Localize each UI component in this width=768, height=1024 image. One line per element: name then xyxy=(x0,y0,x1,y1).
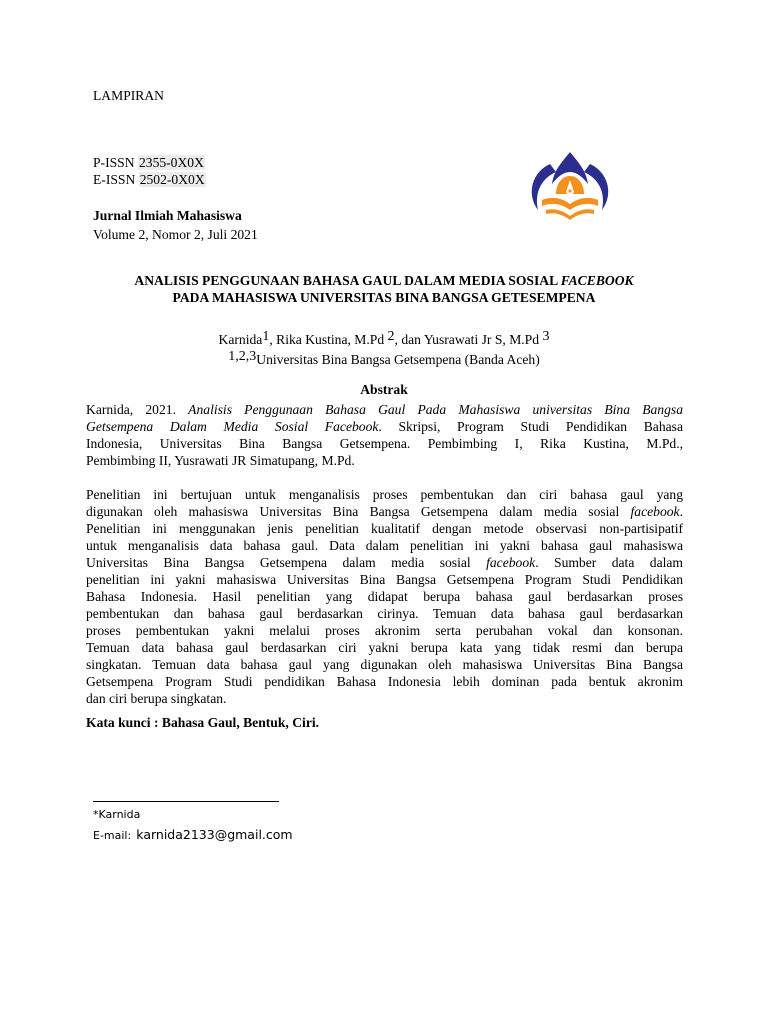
eissn-value: 2502-0X0X xyxy=(139,172,205,187)
abstract-line-4: untuk menganalisis data bahasa gaul. Data dalam penelitian ini yakni bahasa gaul mahasiswa xyxy=(86,538,683,553)
citation-line-1 xyxy=(86,401,683,418)
abstract-line-13: dan ciri berupa singkatan. xyxy=(86,691,227,706)
abstract-line-5 xyxy=(86,554,683,571)
citation-author-year: Karnida, 2021. xyxy=(86,402,189,417)
abstract-line-6: penelitian ini yakni mahasiswa Universitas Bina Bangsa Getsempena Program Studi Pendidikan xyxy=(86,572,683,587)
affiliation-line xyxy=(0,351,768,369)
footnote-email-label: E-mail: xyxy=(93,829,132,842)
abstract-l5-italic: facebook xyxy=(486,555,536,570)
abstract-line-3: Penelitian ini menggunakan jenis penelitian kualitatif dengan metode observasi non-partisipatif xyxy=(86,521,683,536)
abstract-l5-text: Universitas Bina Bangsa Getsempena dalam media sosial xyxy=(86,555,487,570)
citation-line-2 xyxy=(86,418,683,435)
eissn-label: E-ISSN xyxy=(93,172,136,187)
pissn-value: 2355-0X0X xyxy=(138,155,204,170)
paper-title-text: ANALISIS PENGGUNAAN BAHASA GAUL DALAM MEDIA SOSIAL xyxy=(134,273,561,288)
abstract-l2-end: . xyxy=(679,504,683,519)
eissn-line xyxy=(93,171,206,188)
abstract-l5-end: . Sumber data dalam xyxy=(535,555,683,570)
paper-title-line2: PADA MAHASISWA UNIVERSITAS BINA BANGSA GETESEMPENA xyxy=(172,290,596,305)
lampiran-label: LAMPIRAN xyxy=(93,88,164,103)
authors-line xyxy=(0,331,768,349)
abstract-line-8: pembentukan dan bahasa gaul berdasarkan cirinya. Temuan data bahasa gaul berdasarkan xyxy=(86,606,683,621)
citation-program: . Skripsi, Program Studi Pendidikan Bahasa xyxy=(378,419,683,434)
pissn-line xyxy=(93,154,205,171)
paper-title-italic: FACEBOOK xyxy=(560,273,634,288)
journal-name: Jurnal Ilmiah Mahasiswa xyxy=(93,208,242,223)
abstract-line-12: Getsempena Program Studi pendidikan Bahasa Indonesia lebih dominan pada bentuk akronim xyxy=(86,674,683,689)
pissn-label: P-ISSN xyxy=(93,155,135,170)
citation-line-3: Indonesia, Universitas Bina Bangsa Getsempena. Pembimbing I, Rika Kustina, M.Pd., xyxy=(86,436,683,451)
abstract-line-2 xyxy=(86,503,683,520)
affiliation: Universitas Bina Bangsa Getsempena (Banda Aceh) xyxy=(256,352,540,367)
footnote-divider xyxy=(93,801,279,802)
abstract-line-10: Temuan data bahasa gaul berdasarkan ciri yakni berupa kata yang tidak resmi dan berupa xyxy=(86,640,683,655)
paper-title-line1 xyxy=(0,272,768,289)
footnote-email: karnida2133@gmail.com xyxy=(136,827,293,842)
abstract-l2-text: digunakan oleh mahasiswa Universitas Bina Bangsa Getsempena dalam media sosial xyxy=(86,504,631,519)
footnote-name: *Karnida xyxy=(93,808,141,821)
author-3-sup: 3 xyxy=(542,329,550,344)
author-1: Karnida xyxy=(218,332,263,347)
abstract-l2-italic: facebook xyxy=(630,504,680,519)
abstract-line-7: Bahasa Indonesia. Hasil penelitian yang didapat berupa bahasa gaul berdasarkan proses xyxy=(86,589,683,604)
author-1-sup: 1 xyxy=(262,329,270,344)
author-2-sup: 2 xyxy=(387,329,395,344)
abstract-line-1: Penelitian ini bertujuan untuk menganalisis proses pembentukan dan ciri bahasa gaul yang xyxy=(86,487,683,502)
author-2: , Rika Kustina, M.Pd xyxy=(269,332,388,347)
affiliation-sup: 1,2,3 xyxy=(228,349,257,364)
abstract-line-9: proses pembentukan yakni melalui proses akronim serta perubahan vokal dan konsonan. xyxy=(86,623,683,638)
author-3: , dan Yusrawati Jr S, M.Pd xyxy=(394,332,543,347)
citation-title-part1: Analisis Penggunaan Bahasa Gaul Pada Mahasiswa universitas Bina Bangsa xyxy=(188,402,683,417)
journal-volume: Volume 2, Nomor 2, Juli 2021 xyxy=(93,227,258,242)
citation-line-4: Pembimbing II, Yusrawati JR Simatupang, M.Pd. xyxy=(86,453,355,468)
footnote-email-line xyxy=(93,824,293,843)
abstract-line-11: singkatan. Temuan data bahasa gaul yang digunakan oleh mahasiswa Universitas Bina Bangsa xyxy=(86,657,683,672)
university-logo-icon xyxy=(522,148,618,224)
keywords: Kata kunci : Bahasa Gaul, Bentuk, Ciri. xyxy=(86,715,320,730)
abstract-heading: Abstrak xyxy=(360,382,408,397)
citation-title-part2: Getsempena Dalam Media Sosial Facebook xyxy=(86,419,379,434)
